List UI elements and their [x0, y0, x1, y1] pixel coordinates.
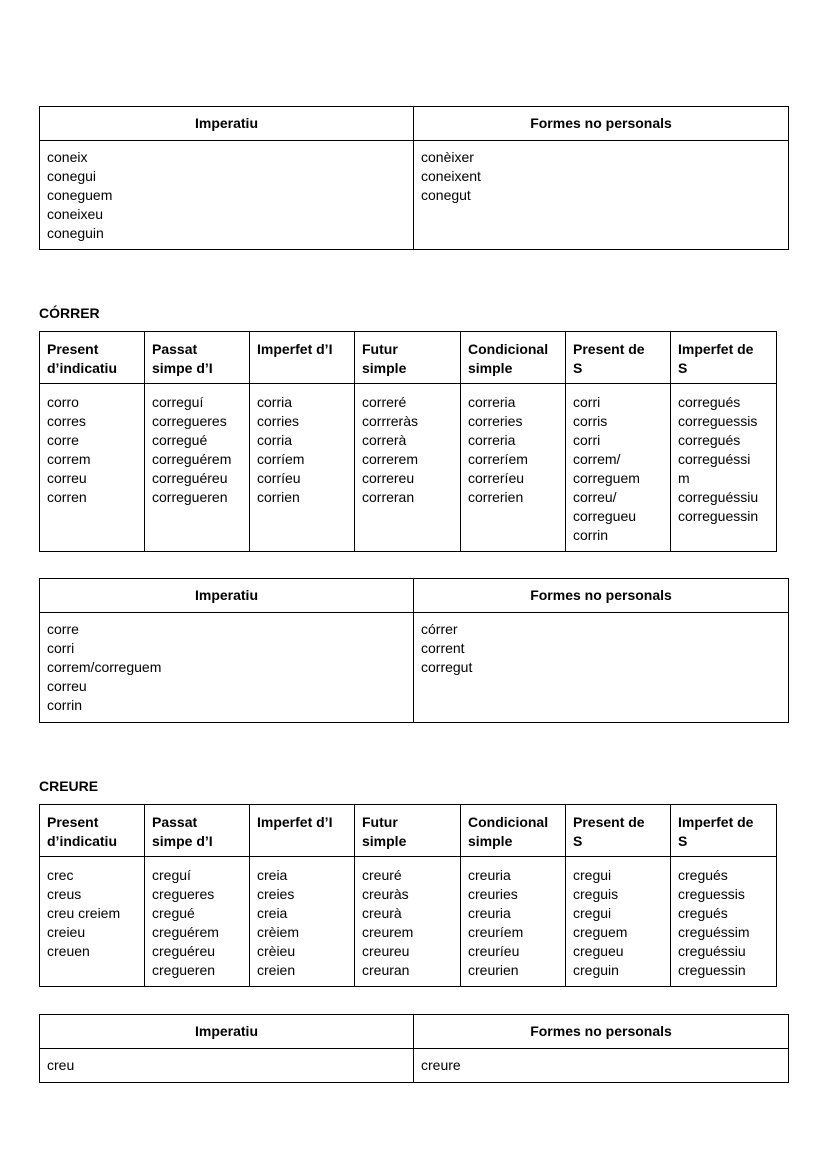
form-text: d’indicatiu	[47, 360, 117, 376]
column-imperfet-subjuntiu	[671, 857, 777, 987]
form-text: correguéssiu	[678, 489, 759, 505]
form-text: Present	[47, 814, 99, 830]
form-text: corregut	[421, 659, 473, 675]
form-text: corries	[257, 413, 300, 429]
form-text: Imperfet de	[678, 814, 754, 830]
imperatiu-cell	[40, 1049, 414, 1083]
form-text: creuries	[468, 886, 518, 902]
conjugation-table-creure	[39, 804, 777, 987]
form-text: creuria	[468, 867, 511, 883]
form-text: corregué	[152, 432, 208, 448]
form-text: coneguem	[47, 187, 113, 203]
column-futur-simple	[355, 857, 461, 987]
header-condicional-simple	[461, 805, 566, 857]
imperatiu-table-creure	[39, 1014, 789, 1083]
form-text: corro	[47, 394, 79, 410]
form-text: cregueu	[573, 943, 624, 959]
header-passat-simple	[145, 332, 250, 384]
form-text: simple	[468, 833, 513, 849]
form-text: cregui	[573, 867, 612, 883]
header-imperfet-subjuntiu	[671, 805, 777, 857]
form-text: cregui	[573, 905, 612, 921]
form-text: correries	[468, 413, 523, 429]
form-text: corre	[47, 432, 79, 448]
form-text: creure	[421, 1057, 461, 1073]
form-text: creuran	[362, 962, 410, 978]
form-text: Imperfet d’I	[257, 814, 333, 830]
formes-cell	[414, 141, 789, 250]
form-text: creu	[47, 1057, 75, 1073]
form-text: cregueren	[152, 962, 216, 978]
form-text: correríem	[468, 451, 528, 467]
form-text: creu creiem	[47, 905, 121, 921]
form-text: coneix	[47, 149, 88, 165]
form-text: S	[573, 833, 583, 849]
form-text: correríeu	[468, 470, 525, 486]
form-text: correran	[362, 489, 415, 505]
form-text: coneguin	[47, 225, 104, 241]
form-text: correria	[468, 394, 516, 410]
form-text: corrin	[573, 527, 609, 543]
form-text: creureu	[362, 943, 410, 959]
form-text: creguí	[152, 867, 191, 883]
form-text: creia	[257, 905, 288, 921]
form-text: creia	[257, 867, 288, 883]
form-text: creguem	[573, 924, 628, 940]
column-imperfet-indicatiu	[250, 384, 355, 552]
form-text: creuré	[362, 867, 402, 883]
column-present-indicatiu	[40, 384, 145, 552]
column-futur-simple	[355, 384, 461, 552]
header-formes-no-personals: Formes no personals	[414, 1015, 789, 1049]
form-text: corregueren	[152, 489, 228, 505]
form-text: correu	[47, 470, 87, 486]
form-text: corris	[573, 413, 608, 429]
form-text: Futur	[362, 814, 398, 830]
form-text: d’indicatiu	[47, 833, 117, 849]
form-text: corregués	[678, 394, 741, 410]
form-text: Present de	[573, 341, 645, 357]
header-imperfet-indicatiu	[250, 332, 355, 384]
header-imperatiu: Imperatiu	[40, 107, 414, 141]
conjugation-table-correr	[39, 331, 777, 552]
form-text: corríem	[257, 451, 305, 467]
form-text: Present de	[573, 814, 645, 830]
form-text: crèieu	[257, 943, 296, 959]
form-text: creguessin	[678, 962, 746, 978]
header-formes-no-personals: Formes no personals	[414, 579, 789, 613]
form-text: creguin	[573, 962, 619, 978]
form-text: corri	[47, 640, 75, 656]
form-text: corrent	[421, 640, 465, 656]
header-futur-simple	[355, 805, 461, 857]
form-text: correguí	[152, 394, 204, 410]
form-text: correm/	[573, 451, 621, 467]
form-text: creuríeu	[468, 943, 520, 959]
form-text: cregué	[152, 905, 195, 921]
form-text: correguem	[573, 470, 640, 486]
form-text: creguéssiu	[678, 943, 746, 959]
imperatiu-cell	[40, 613, 414, 723]
form-text: creguessis	[678, 886, 745, 902]
form-text: corri	[573, 394, 601, 410]
form-text: corrien	[257, 489, 300, 505]
column-condicional-simple	[461, 857, 566, 987]
form-text: m	[678, 470, 690, 486]
header-formes-no-personals: Formes no personals	[414, 107, 789, 141]
form-text: correguessin	[678, 508, 759, 524]
header-present-subjuntiu	[566, 805, 671, 857]
form-text: corrin	[47, 697, 83, 713]
form-text: correria	[468, 432, 516, 448]
section-title-creure: CREURE	[39, 778, 99, 794]
form-text: crec	[47, 867, 74, 883]
header-imperfet-subjuntiu	[671, 332, 777, 384]
form-text: creien	[257, 962, 296, 978]
form-text: correguéssi	[678, 451, 751, 467]
header-present-subjuntiu	[566, 332, 671, 384]
header-imperatiu: Imperatiu	[40, 1015, 414, 1049]
form-text: simple	[362, 360, 407, 376]
header-present-indicatiu	[40, 332, 145, 384]
form-text: correrà	[362, 432, 407, 448]
form-text: creuen	[47, 943, 90, 959]
form-text: S	[573, 360, 583, 376]
header-imperfet-indicatiu	[250, 805, 355, 857]
form-text: crèiem	[257, 924, 300, 940]
header-passat-simple	[145, 805, 250, 857]
form-text: correrem	[362, 451, 419, 467]
form-text: simple	[362, 833, 407, 849]
form-text: creuríem	[468, 924, 524, 940]
form-text: creies	[257, 886, 295, 902]
header-present-indicatiu	[40, 805, 145, 857]
form-text: correrien	[468, 489, 524, 505]
form-text: coneixeu	[47, 206, 104, 222]
form-text: creuria	[468, 905, 511, 921]
form-text: correguéreu	[152, 470, 228, 486]
form-text: corregués	[678, 432, 741, 448]
form-text: corria	[257, 394, 293, 410]
form-text: correguessis	[678, 413, 758, 429]
form-text: Condicional	[468, 814, 549, 830]
form-text: coneixent	[421, 168, 481, 184]
header-imperatiu: Imperatiu	[40, 579, 414, 613]
imperatiu-table-coneixer	[39, 106, 789, 250]
form-text: correreu	[362, 470, 415, 486]
form-text: Passat	[152, 341, 198, 357]
form-text: Futur	[362, 341, 398, 357]
section-title-correr: CÓRRER	[39, 305, 100, 321]
form-text: correguérem	[152, 451, 232, 467]
form-text: Present	[47, 341, 99, 357]
header-condicional-simple	[461, 332, 566, 384]
form-text: corres	[47, 413, 86, 429]
form-text: creguéssim	[678, 924, 750, 940]
form-text: creuràs	[362, 886, 409, 902]
form-text: cregueres	[152, 886, 215, 902]
column-passat-simple	[145, 857, 250, 987]
form-text: simpe d’I	[152, 360, 213, 376]
form-text: Passat	[152, 814, 198, 830]
column-present-subjuntiu	[566, 857, 671, 987]
form-text: S	[678, 360, 688, 376]
form-text: correm	[47, 451, 91, 467]
form-text: conèixer	[421, 149, 474, 165]
form-text: corregueres	[152, 413, 227, 429]
form-text: creguis	[573, 886, 619, 902]
form-text: correré	[362, 394, 407, 410]
form-text: correm/correguem	[47, 659, 162, 675]
formes-cell	[414, 613, 789, 723]
form-text: corrreràs	[362, 413, 419, 429]
form-text: creguéreu	[152, 943, 216, 959]
form-text: corregueu	[573, 508, 637, 524]
column-present-subjuntiu	[566, 384, 671, 552]
column-passat-simple	[145, 384, 250, 552]
form-text: cregués	[678, 867, 728, 883]
form-text: creurem	[362, 924, 414, 940]
form-text: corren	[47, 489, 87, 505]
form-text: corria	[257, 432, 293, 448]
column-condicional-simple	[461, 384, 566, 552]
form-text: creurà	[362, 905, 402, 921]
form-text: creguérem	[152, 924, 219, 940]
form-text: corri	[573, 432, 601, 448]
form-text: correu/	[573, 489, 617, 505]
form-text: córrer	[421, 621, 458, 637]
form-text: cregués	[678, 905, 728, 921]
form-text: corre	[47, 621, 79, 637]
form-text: simple	[468, 360, 513, 376]
form-text: creieu	[47, 924, 86, 940]
imperatiu-table-correr	[39, 578, 789, 723]
form-text: creurien	[468, 962, 519, 978]
formes-cell	[414, 1049, 789, 1083]
imperatiu-cell	[40, 141, 414, 250]
form-text: correu	[47, 678, 87, 694]
column-present-indicatiu	[40, 857, 145, 987]
form-text: corríeu	[257, 470, 301, 486]
form-text: Imperfet d’I	[257, 341, 333, 357]
header-futur-simple	[355, 332, 461, 384]
form-text: conegui	[47, 168, 97, 184]
form-text: creus	[47, 886, 82, 902]
form-text: Condicional	[468, 341, 549, 357]
column-imperfet-indicatiu	[250, 857, 355, 987]
form-text: simpe d’I	[152, 833, 213, 849]
form-text: Imperfet de	[678, 341, 754, 357]
form-text: conegut	[421, 187, 471, 203]
column-imperfet-subjuntiu	[671, 384, 777, 552]
form-text: S	[678, 833, 688, 849]
